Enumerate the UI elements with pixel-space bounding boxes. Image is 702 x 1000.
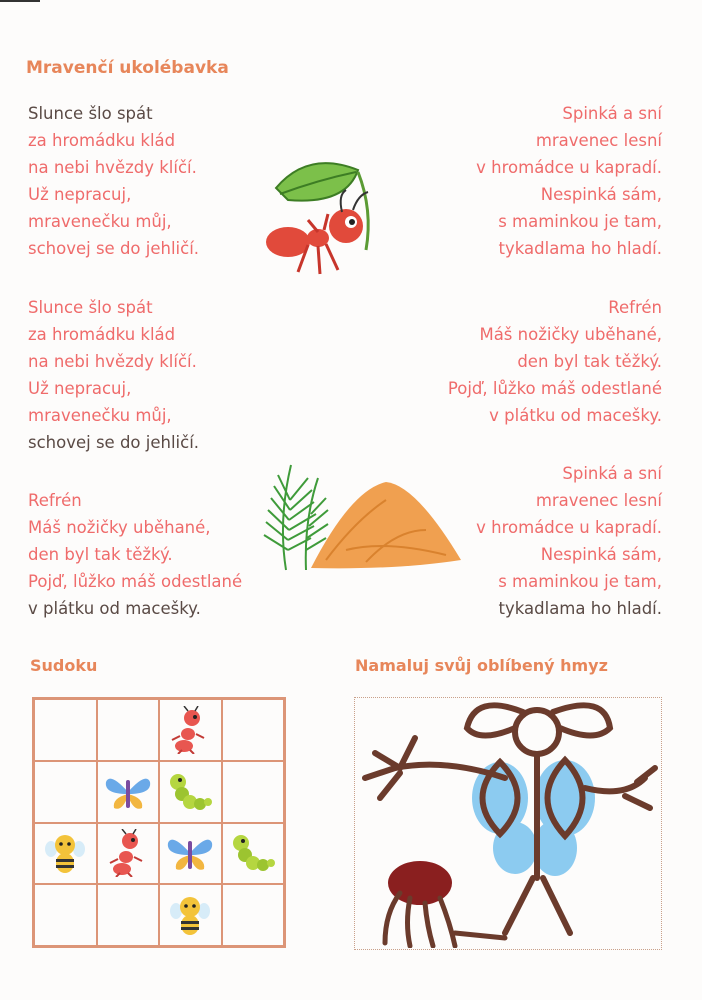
page-title: Mravenčí ukolébavka bbox=[26, 58, 229, 78]
poem-line: tykadlama ho hladí. bbox=[498, 599, 662, 618]
poem-line: mravenečku můj, bbox=[28, 406, 172, 425]
poem-line: den byl tak těžký. bbox=[517, 352, 662, 371]
poem-line: den byl tak těžký. bbox=[28, 545, 173, 564]
poem-line: mravenec lesní bbox=[535, 131, 662, 150]
sudoku-cell[interactable] bbox=[222, 699, 285, 761]
sudoku-cell[interactable] bbox=[34, 699, 97, 761]
sudoku-cell bbox=[222, 823, 285, 885]
poem-line: tykadlama ho hladí. bbox=[498, 239, 662, 258]
poem-line: schovej se do jehličí. bbox=[28, 239, 200, 258]
sudoku-cell bbox=[34, 823, 97, 885]
sudoku-cell[interactable] bbox=[34, 884, 97, 946]
stanza-left-2 bbox=[28, 294, 199, 456]
poem-line: Spinká a sní bbox=[562, 464, 662, 483]
sudoku-cell bbox=[159, 884, 222, 946]
poem-line: mravenečku můj, bbox=[28, 212, 172, 231]
poem-line: Nespinká sám, bbox=[540, 185, 662, 204]
poem-line: v hromádce u kapradí. bbox=[476, 158, 662, 177]
poem-line: Slunce šlo spát bbox=[28, 104, 153, 123]
poem-line: Refrén bbox=[608, 298, 662, 317]
sudoku-cell bbox=[97, 823, 160, 885]
bee-icon bbox=[45, 831, 85, 875]
scan-edge-mark bbox=[0, 0, 40, 2]
poem-line: Máš nožičky uběhané, bbox=[479, 325, 662, 344]
bee-icon bbox=[170, 893, 210, 937]
stanza-right-3 bbox=[476, 460, 662, 622]
sudoku-cell[interactable] bbox=[97, 884, 160, 946]
poem-line: v hromádce u kapradí. bbox=[476, 518, 662, 537]
sudoku-cell[interactable] bbox=[222, 761, 285, 823]
poem-line: Slunce šlo spát bbox=[28, 298, 153, 317]
drawing-title: Namaluj svůj oblíbený hmyz bbox=[355, 656, 608, 675]
poem-line: za hromádku klád bbox=[28, 325, 176, 344]
butterfly-icon bbox=[166, 833, 214, 873]
ant-icon bbox=[108, 829, 148, 877]
poem-line: v plátku od macešky. bbox=[489, 406, 662, 425]
sudoku-cell bbox=[159, 699, 222, 761]
poem-line: na nebi hvězdy klíčí. bbox=[28, 352, 197, 371]
sudoku-grid bbox=[32, 697, 286, 948]
poem-line: Spinká a sní bbox=[562, 104, 662, 123]
ant-with-leaf-illustration bbox=[258, 150, 383, 280]
stanza-right-1 bbox=[476, 100, 662, 262]
poem-line: Refrén bbox=[28, 491, 82, 510]
poem-line: na nebi hvězdy klíčí. bbox=[28, 158, 197, 177]
poem-line: mravenec lesní bbox=[535, 491, 662, 510]
ant-icon bbox=[170, 706, 210, 754]
butterfly-icon bbox=[104, 772, 152, 812]
child-insect-drawing bbox=[355, 698, 660, 948]
caterpillar-icon bbox=[168, 772, 212, 812]
poem-line: Pojď, lůžko máš odestlané bbox=[447, 379, 662, 398]
poem-line: s maminkou je tam, bbox=[498, 212, 662, 231]
sudoku-cell bbox=[159, 761, 222, 823]
sudoku-cell[interactable] bbox=[97, 699, 160, 761]
poem-line: Nespinká sám, bbox=[540, 545, 662, 564]
sudoku-title: Sudoku bbox=[30, 656, 98, 675]
sudoku-cell[interactable] bbox=[222, 884, 285, 946]
stanza-left-1 bbox=[28, 100, 199, 262]
sudoku-cell bbox=[159, 823, 222, 885]
sudoku-cell bbox=[97, 761, 160, 823]
poem-line: v plátku od macešky. bbox=[28, 599, 201, 618]
stanza-left-3 bbox=[28, 487, 242, 622]
stanza-right-2 bbox=[448, 294, 662, 429]
poem-line: schovej se do jehličí. bbox=[28, 433, 200, 452]
poem-line: s maminkou je tam, bbox=[498, 572, 662, 591]
caterpillar-icon bbox=[231, 833, 275, 873]
poem-line: za hromádku klád bbox=[28, 131, 176, 150]
sudoku-cell[interactable] bbox=[34, 761, 97, 823]
anthill-fern-illustration bbox=[256, 460, 466, 580]
poem-line: Pojď, lůžko máš odestlané bbox=[28, 572, 243, 591]
poem-line: Už nepracuj, bbox=[28, 379, 132, 398]
poem-line: Už nepracuj, bbox=[28, 185, 132, 204]
drawing-area[interactable] bbox=[354, 697, 662, 950]
poem-line: Máš nožičky uběhané, bbox=[28, 518, 211, 537]
